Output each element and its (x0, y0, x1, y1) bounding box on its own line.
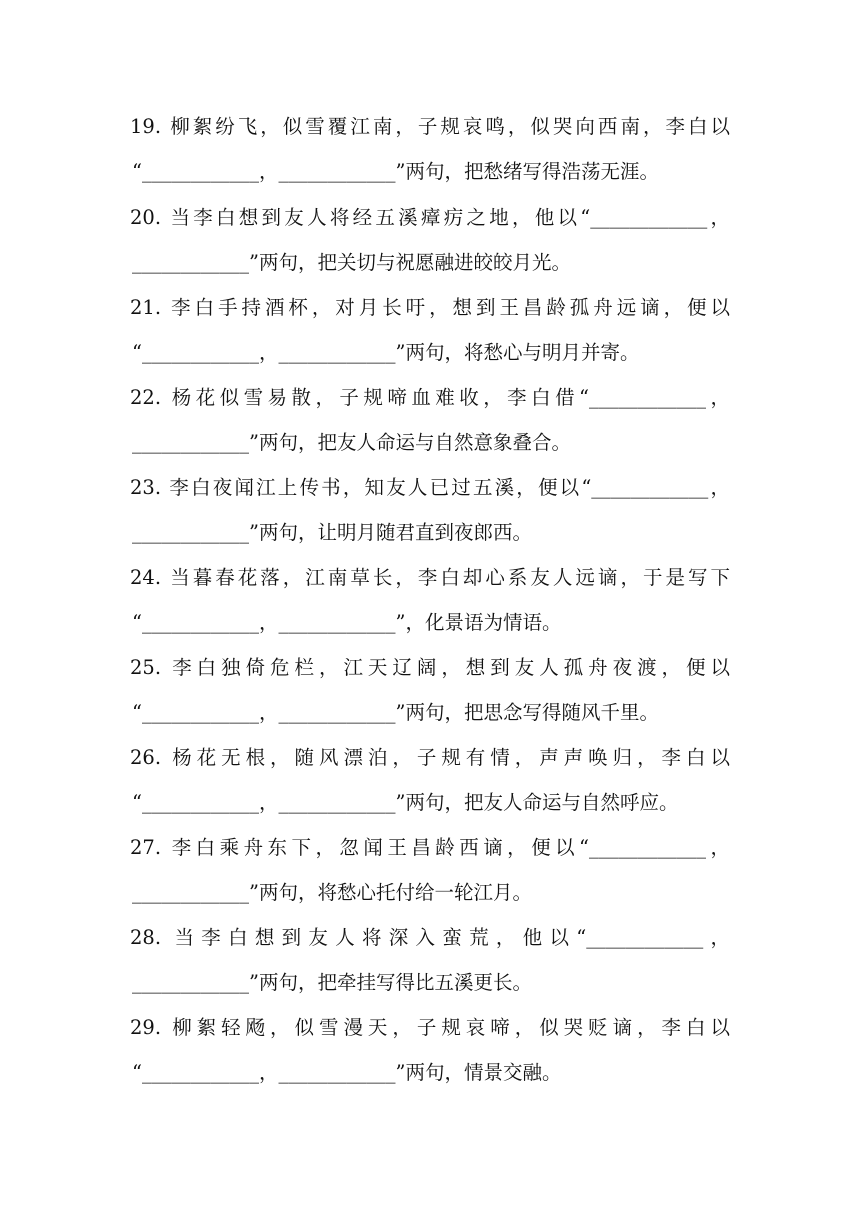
question-text: 柳絮轻飏，似雪漫天，子规哀啼，似哭贬谪，李白以 (172, 1016, 730, 1039)
question-number: 28. (130, 926, 162, 949)
question-text: ____________”两句，把友人命运与自然意象叠合。 (132, 431, 571, 454)
question-19-line-2 (132, 157, 732, 187)
question-number: 20. (130, 206, 162, 229)
question-text: 李白乘舟东下，忽闻王昌龄西谪，便以“____________， (171, 836, 730, 859)
question-text: 杨花无根，随风漂泊，子规有情，声声唤归，李白以 (172, 746, 730, 769)
question-number: 24. (130, 566, 162, 589)
question-19-line-1 (130, 112, 730, 142)
question-text: 当李白想到友人将经五溪瘴疠之地，他以“____________， (170, 206, 730, 229)
question-text: ____________”两句，把牵挂写得比五溪更长。 (132, 971, 532, 994)
question-number: 22. (130, 386, 162, 409)
question-text: ____________”两句，将愁心托付给一轮江月。 (132, 881, 532, 904)
question-text: “____________，____________”两句，把思念写得随风千里。 (132, 701, 659, 724)
question-text: 杨花似雪易散，子规啼血难收，李白借“____________， (171, 386, 730, 409)
question-22-line-2 (132, 428, 732, 458)
question-24-line-2 (132, 608, 732, 638)
question-number: 23. (130, 476, 162, 499)
question-number: 21. (130, 296, 162, 319)
question-23-line-1 (130, 473, 730, 503)
question-25-line-1 (130, 653, 730, 683)
question-text: 李白独倚危栏，江天辽阔，想到友人孤舟夜渡，便以 (172, 656, 730, 679)
question-text: 李白夜闻江上传书，知友人已过五溪，便以“____________， (169, 476, 730, 499)
question-text: ____________”两句，把关切与祝愿融进皎皎月光。 (132, 251, 571, 274)
question-text: “____________，____________”两句，把愁绪写得浩荡无涯。 (132, 160, 659, 183)
question-21-line-2 (132, 338, 732, 368)
question-number: 29. (130, 1016, 162, 1039)
question-29-line-2 (132, 1058, 732, 1088)
question-text: 李白手持酒杯，对月长吁，想到王昌龄孤舟远谪，便以 (171, 296, 730, 319)
question-21-line-1 (130, 293, 730, 323)
question-number: 27. (130, 836, 162, 859)
question-27-line-1 (130, 833, 730, 863)
question-20-line-2 (132, 248, 732, 278)
question-25-line-2 (132, 698, 732, 728)
question-text: “____________，____________”两句，将愁心与明月并寄。 (132, 341, 640, 364)
question-text: 当暮春花落，江南草长，李白却心系友人远谪，于是写下 (170, 566, 730, 589)
question-24-line-1 (130, 563, 730, 593)
question-28-line-1 (130, 923, 730, 953)
question-23-line-2 (132, 518, 732, 548)
question-26-line-1 (130, 743, 730, 773)
question-text: ____________”两句，让明月随君直到夜郎西。 (132, 521, 532, 544)
question-text: “____________，____________”，化景语为情语。 (132, 611, 562, 634)
question-text: 柳絮纷飞，似雪覆江南，子规哀鸣，似哭向西南，李白以 (170, 115, 730, 138)
question-text: “____________，____________”两句，把友人命运与自然呼应。 (132, 791, 679, 814)
question-number: 25. (130, 656, 162, 679)
question-26-line-2 (132, 788, 732, 818)
question-27-line-2 (132, 878, 732, 908)
question-29-line-1 (130, 1013, 730, 1043)
question-number: 19. (130, 115, 162, 138)
question-number: 26. (130, 746, 162, 769)
question-28-line-2 (132, 968, 732, 998)
question-22-line-1 (130, 383, 730, 413)
question-text: “____________，____________”两句，情景交融。 (132, 1061, 562, 1084)
question-20-line-1 (130, 203, 730, 233)
question-text: 当李白想到友人将深入蛮荒，他以“____________， (174, 926, 730, 949)
